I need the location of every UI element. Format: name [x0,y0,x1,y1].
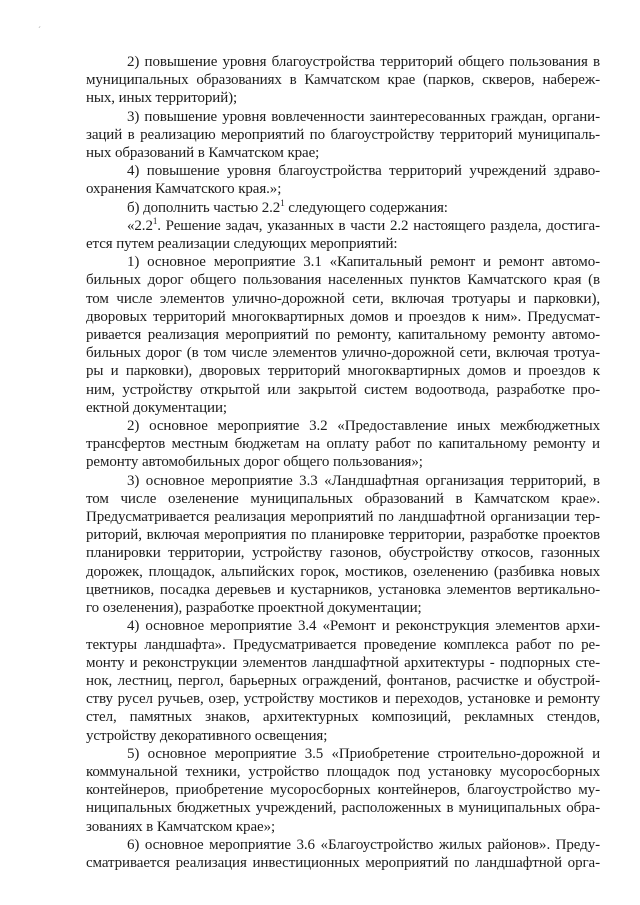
line-text: тектуры ландшафта». Предусматривается проведение комплекса работ по ре- [86,636,600,653]
line-text: трансфертов местным бюджетам на оплату работ по капитальному ремонту и [86,436,600,453]
text-line [86,399,600,417]
line-text: контейнеров, приобретение мусоросборных контейнеров, благоустройство му- [86,782,600,799]
line-text: ремонту автомобильных дорог общего пользования»; [86,454,423,471]
text-line [86,563,600,581]
text-line [86,308,600,326]
line-text: ниципальных бюджетных учреждений, расположенных в муниципальных обра- [86,800,600,817]
text-line [86,362,600,380]
line-text: 6) основное мероприятие 3.6 «Благоустройство жилых районов». Преду- [127,836,600,853]
text-line [86,126,600,144]
text-line [86,617,600,635]
line-text: ним, устройству открытой или закрытой систем водоотвода, разработке про- [86,381,600,398]
line-text: го озеленения), разработке проектной документации; [86,600,422,617]
text-line [86,417,600,435]
text-line [86,180,600,198]
text-line [86,690,600,708]
line-text: устройству декоративного освещения; [86,727,328,744]
superscript: 1 [152,215,158,226]
text-line [86,108,600,126]
text-line [86,271,600,289]
line-text: б) дополнить частью 2.2 [127,199,281,216]
line-text-tail: . Решение задач, указанных в части 2.2 настоящего раздела, достига- [157,217,600,234]
text-line [86,763,600,781]
line-text: 2) повышение уровня благоустройства территорий общего пользования в [127,54,600,70]
line-text: планировки территории, устройству газонов, обустройству откосов, газонных [86,545,600,562]
text-line [86,854,600,872]
line-text: дворовых территорий многоквартирных домов и проездов к ним». Предусмат- [86,308,600,325]
line-text: ству русел ручьев, озер, устройству мостиков и переходов, установке и ремонту [86,691,600,708]
text-line [86,144,600,162]
text-line [86,435,600,453]
line-text-tail: следующего содержания: [284,199,448,216]
line-text: 5) основное мероприятие 3.5 «Приобретение строительно-дорожной и [127,745,600,762]
line-text: ных, иных территорий); [86,90,238,107]
line-text: том числе озеленение муниципальных образований в Камчатском крае». [86,490,600,507]
text-line [86,53,600,71]
line-text: ектной документации; [86,399,227,416]
text-line [86,544,600,562]
text-line [86,472,600,490]
text-line [86,326,600,344]
line-text: заций в реализацию мероприятий по благоустройству территорий муниципаль- [86,126,600,143]
line-text: ривается реализация мероприятий по ремонту, капитальному ремонту автомо- [86,327,600,344]
text-line [86,290,600,308]
text-line [86,253,600,271]
line-text: стел, памятных знаков, архитектурных композиций, рекламных стендов, [86,709,600,726]
line-text: риторий, включая мероприятия по планировке территории, разработке проектов [86,527,600,544]
line-text: ры и парковки), дворовых территорий многоквартирных домов и проездов к [86,363,600,380]
text-line [86,745,600,763]
text-line [86,199,600,217]
text-line [86,672,600,690]
line-text: том числе элементов улично-дорожной сети, включая тротуары и парковки), [86,290,600,307]
text-line [86,636,600,654]
document-body [86,53,600,872]
line-text: «2.2 [127,217,153,234]
line-text: дорожек, площадок, альпийских горок, мостиков, озеленению (разбивка новых [86,563,600,580]
line-text: 4) повышение уровня благоустройства территорий учреждений здраво- [127,163,600,180]
text-line [86,217,600,235]
line-text: охранения Камчатского края.»; [86,181,282,198]
text-line [86,581,600,599]
line-text: сматривается реализация инвестиционных мероприятий по ландшафтной орга- [86,854,600,871]
text-line [86,508,600,526]
text-line [86,235,600,253]
text-line [86,654,600,672]
text-line [86,727,600,745]
line-text: цветников, посадка деревьев и кустарников, установка элементов вертикально- [86,581,600,598]
text-line [86,526,600,544]
superscript: 1 [280,197,285,208]
line-text: муниципальных образованиях в Камчатском крае (парков, скверов, набереж- [86,72,600,89]
text-line [86,453,600,471]
text-line [86,708,600,726]
line-text: 1) основное мероприятие 3.1 «Капитальный ремонт и ремонт автомо- [127,254,600,271]
text-line [86,381,600,399]
line-text: 3) основное мероприятие 3.3 «Ландшафтная организация территорий, в [127,472,600,489]
text-line [86,818,600,836]
text-line [86,599,600,617]
text-line [86,71,600,89]
line-text: бильных дорог общего пользования населенных пунктов Камчатского края (в [86,272,600,289]
text-line [86,490,600,508]
text-line [86,799,600,817]
line-text: 3) повышение уровня вовлеченности заинтересованных граждан, органи- [127,108,600,125]
margin-mark: ´ [38,25,41,35]
line-text: ных образований в Камчатском крае; [86,145,320,162]
text-line [86,89,600,107]
line-text: зованиях в Камчатском крае»; [86,818,276,835]
line-text: ется путем реализации следующих мероприятий: [86,236,398,253]
line-text: 4) основное мероприятие 3.4 «Ремонт и реконструкция элементов архи- [127,618,600,635]
text-line [86,162,600,180]
line-text: монту и реконструкции элементов ландшафтной архитектуры - подпорных сте- [86,654,600,671]
text-line [86,836,600,854]
line-text: бильных дорог (в том числе элементов улично-дорожной сети, включая тротуа- [86,345,600,362]
line-text: коммунальной техники, устройство площадок под установку мусоросборных [86,763,600,780]
line-text: нок, лестниц, пергол, барьерных ограждений, фонтанов, расчистке и обустрой- [86,672,600,689]
line-text: Предусматривается реализация мероприятий по ландшафтной организации тер- [86,509,600,526]
text-line [86,781,600,799]
line-text: 2) основное мероприятие 3.2 «Предоставление иных межбюджетных [127,418,600,435]
text-line [86,344,600,362]
